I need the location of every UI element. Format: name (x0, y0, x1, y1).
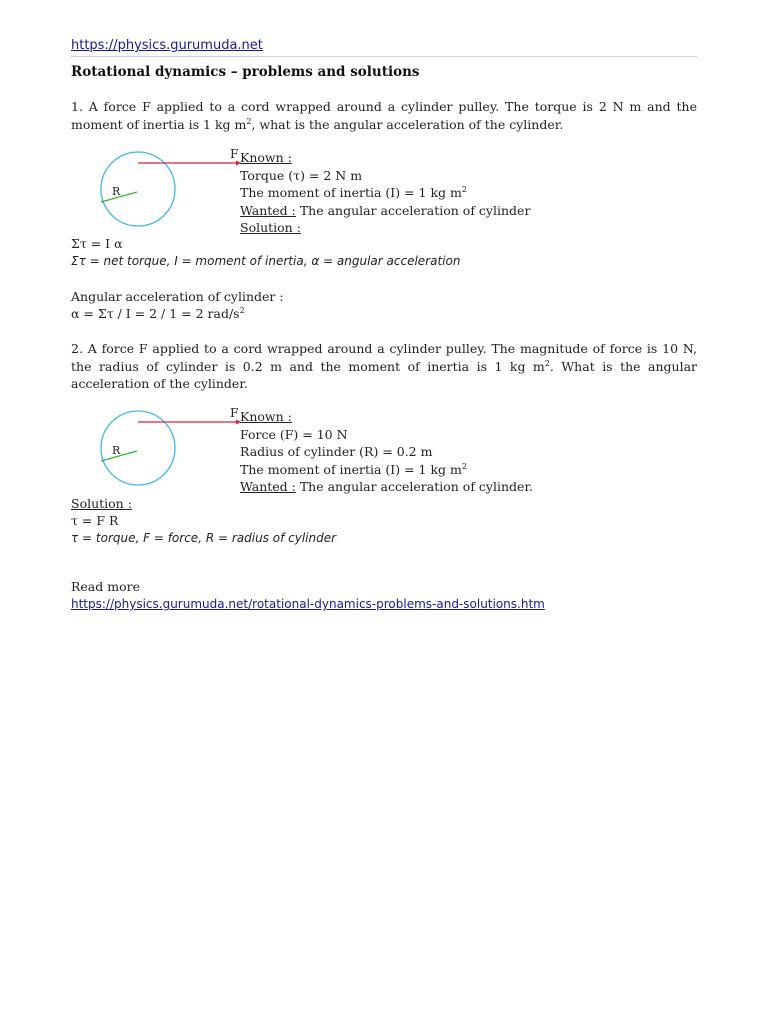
page-title: Rotational dynamics – problems and solutions (71, 64, 420, 80)
problem-1-result: α = Στ / I = 2 / 1 = 2 rad/$s^2$ (71, 305, 245, 321)
force-label: F (230, 147, 239, 161)
problem-1-figure (71, 146, 251, 226)
read-more-link[interactable]: https://physics.gurumuda.net/rotational-dynamics-problems-and-solutions.htm (71, 597, 545, 611)
problem-1-formula: Στ = I α (71, 236, 123, 251)
known-inertia: The moment of inertia (I) = 1 kg $m^2$ (240, 184, 467, 200)
header-divider (71, 56, 697, 57)
radius-label: R (112, 444, 121, 457)
problem-2-statement: 2. A force F applied to a cord wrapped around a cylinder pulley. The magnitude of force is 10 N, the radius of cylinder is 0.2 m and the moment of inertia is 1 kg $m^2$. What is the angular acceleration of the cylinder. (71, 341, 698, 391)
wanted-line: Wanted : The angular acceleration of cylinder (240, 202, 531, 218)
problem-1-formula-note: Στ = net torque, I = moment of inertia, α = angular acceleration (71, 254, 461, 268)
force-label: F (230, 406, 239, 420)
problem-2-solution-heading: Solution : (71, 496, 132, 511)
problem-2-known (240, 408, 533, 496)
problem-1-statement: 1. A force F applied to a cord wrapped around a cylinder pulley. The torque is 2 N m and the moment of inertia is 1 kg $m^2$, what is the angular acceleration of the cylinder. (71, 99, 697, 132)
known-inertia: The moment of inertia (I) = 1 kg $m^2$ (240, 461, 467, 477)
read-more-label: Read more (71, 579, 140, 594)
known-heading: Known : (240, 409, 292, 424)
known-force: Force (F) = 10 N (240, 426, 348, 442)
problem-2-formula: τ = F R (71, 513, 119, 528)
known-heading: Known : (240, 150, 292, 165)
header-link[interactable]: https://physics.gurumuda.net (71, 38, 263, 53)
solution-heading: Solution : (240, 220, 301, 235)
problem-1-known (240, 149, 530, 237)
radius-label: R (112, 185, 121, 198)
problem-1-result-label: Angular acceleration of cylinder : (71, 289, 284, 304)
problem-2-formula-note: τ = torque, F = force, R = radius of cylinder (71, 531, 337, 545)
wanted-line: Wanted : The angular acceleration of cylinder. (240, 479, 534, 494)
known-torque: Torque (τ) = 2 N m (240, 167, 363, 183)
known-radius: Radius of cylinder (R) = 0.2 m (240, 444, 433, 459)
problem-2-figure (71, 405, 251, 485)
